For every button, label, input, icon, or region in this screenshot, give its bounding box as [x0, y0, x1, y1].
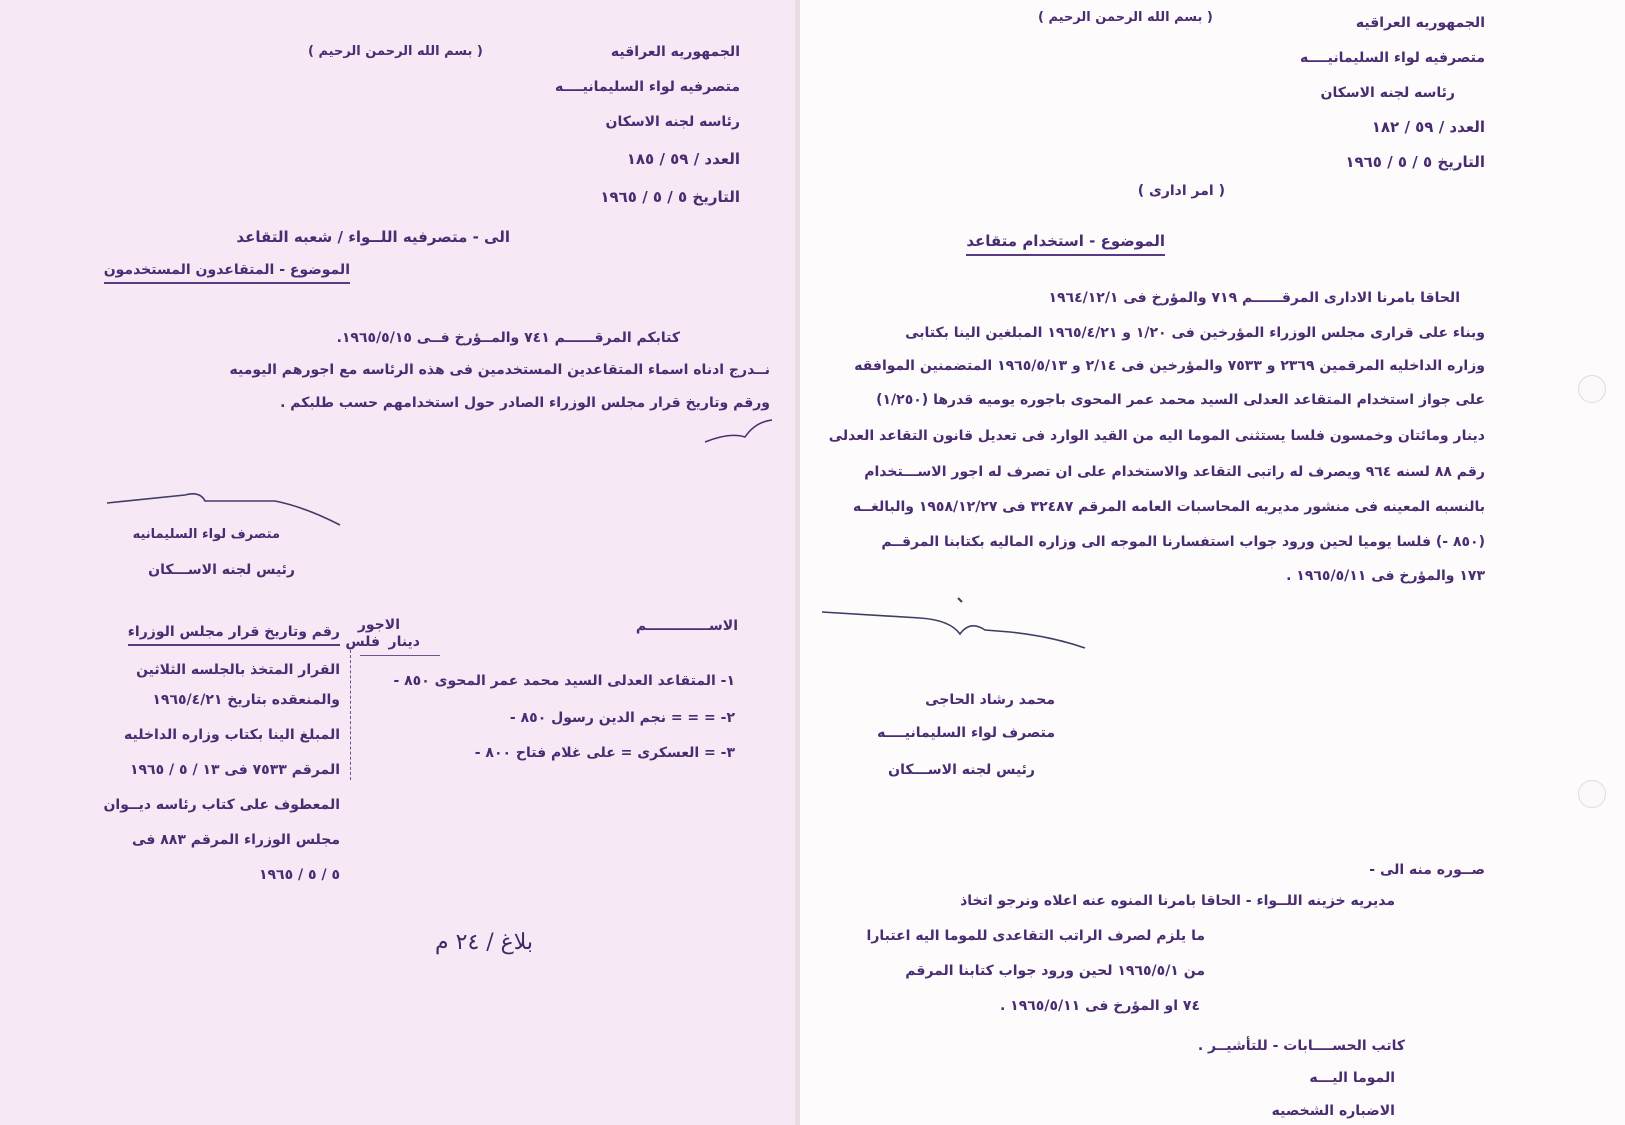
right-document [800, 0, 1625, 1125]
decision-line-6: مجلس الوزراء المرقم ٨٨٣ فى [132, 832, 340, 848]
decision-line-5: المعطوف على كتاب رئاسه ديــوان [103, 797, 340, 813]
copy-heading: صــوره منه الى - [1369, 862, 1485, 878]
signer-title: متصرف لواء السليمانيــــه [877, 725, 1055, 741]
decision-line-7: ٥ / ٥ / ١٩٦٥ [258, 867, 340, 883]
header-line-2: متصرفيه لواء السليمانيــــه [1300, 50, 1485, 66]
column-divider [350, 650, 351, 780]
recipient-3: الاضباره الشخصيه [1271, 1103, 1395, 1119]
signature-line-1: متصرف لواء السليمانيه [132, 527, 280, 542]
left-document [0, 0, 795, 1125]
header-fils: فلس [345, 634, 380, 650]
signature-line-2: رئيس لجنه الاســـكان [148, 562, 295, 578]
recipient-line: الى - متصرفيه اللــواء / شعبه التقاعد [236, 228, 510, 246]
document-number: العدد / ٥٩ / ١٨٥ [626, 150, 740, 168]
body-line-2: وبناء على قرارى مجلس الوزراء المؤرخين فى ١/٢٠ و ١٩٦٥/٤/٢١ المبلغين الينا بكتابى [905, 325, 1485, 341]
signature-stroke [820, 590, 1090, 655]
basmala: ( بسم الله الرحمن الرحيم ) [308, 44, 483, 59]
wages-underline [360, 655, 440, 656]
body-line-2: نــدرج ادناه اسماء المتقاعدين المستخدمين فى هذه الرئاسه مع اجورهم اليوميه [229, 362, 770, 378]
row-1: ١- المتقاعد العدلى السيد محمد عمر المحوى ٨٥٠ - [393, 673, 735, 689]
subject-line: الموضوع - استخدام متقاعد [966, 232, 1165, 256]
body-line-9: ١٧٣ والمؤرخ فى ١٩٦٥/٥/١١ . [1286, 568, 1485, 584]
subject-line: الموضوع - المتقاعدون المستخدمون [104, 262, 350, 284]
copy-line-3: من ١٩٦٥/٥/١ لحين ورود جواب كتابنا المرقم [905, 963, 1205, 979]
body-line-8: (٨٥٠ -) فلسا يوميا لحين ورود جواب استفسارنا الموجه الى وزاره الماليه بكتابنا المرقــم [881, 534, 1485, 550]
decision-line-4: المرقم ٧٥٣٣ فى ١٣ / ٥ / ١٩٦٥ [129, 762, 340, 778]
basmala: ( بسم الله الرحمن الرحيم ) [1038, 10, 1213, 25]
copy-line-4: ٧٤ او المؤرخ فى ١٩٦٥/٥/١١ . [999, 998, 1200, 1014]
document-number: العدد / ٥٩ / ١٨٢ [1371, 118, 1485, 136]
header-decision: رقم وتاريخ قرار مجلس الوزراء [128, 624, 340, 646]
copy-line-2: ما يلزم لصرف الراتب التقاعدى للموما اليه اعتبارا [866, 928, 1205, 944]
recipient-1: كاتب الحســــابات - للتأشيــر . [1197, 1038, 1405, 1054]
header-names: الاســـــــــــــم [635, 618, 738, 634]
document-date: التاريخ ٥ / ٥ / ١٩٦٥ [600, 188, 740, 206]
signer-name: محمد رشاد الحاجى [925, 692, 1055, 708]
header-line-3: رئاسه لجنه الاسكان [605, 114, 740, 130]
handwritten-note: بلاغ / ٢٤ م [435, 930, 534, 955]
copy-line-1: مديريه خزينه اللــواء - الحاقا بامرنا المنوه عنه اعلاه ونرجو اتخاذ [960, 893, 1395, 909]
order-type: ( امر ادارى ) [1137, 183, 1225, 199]
body-line-3: ورقم وتاريخ قرار مجلس الوزراء الصادر حول استخدامهم حسب طلبكم . [280, 395, 770, 411]
signer-committee: رئيس لجنه الاســـكان [888, 762, 1035, 778]
decision-line-2: والمنعقده بتاريخ ١٩٦٥/٤/٢١ [152, 692, 340, 708]
body-line-6: رقم ٨٨ لسنه ٩٦٤ ويصرف له راتبى التقاعد والاستخدام على ان تصرف له اجور الاســـتخدام [864, 464, 1485, 480]
document-date: التاريخ ٥ / ٥ / ١٩٦٥ [1345, 153, 1485, 171]
header-line-3: رئاسه لجنه الاسكان [1320, 85, 1455, 101]
header-line-1: الجمهوريه العراقيه [1355, 15, 1485, 31]
row-3: ٣- = العسكرى = على غلام فتاح ٨٠٠ - [474, 745, 735, 761]
punch-hole-top [1578, 375, 1606, 403]
body-line-1: كتابكم المرقــــــم ٧٤١ والمــؤرخ فــى ١٩٦٥/٥/١٥. [336, 330, 680, 346]
body-line-3: وزاره الداخليه المرقمين ٢٣٦٩ و ٧٥٣٣ والمؤرخين فى ٢/١٤ و ١٩٦٥/٥/١٣ المتضمنين الموافقه [854, 358, 1485, 374]
decision-line-3: المبلغ الينا بكتاب وزاره الداخليه [124, 727, 340, 743]
row-2: ٢- = = = نجم الدين رسول ٨٥٠ - [509, 710, 735, 726]
body-line-5: دينار ومائتان وخمسون فلسا يستثنى الموما اليه من القيد الوارد فى تعديل قانون التقاعد العدلى [828, 428, 1485, 444]
header-line-1: الجمهوريه العراقيه [610, 44, 740, 60]
initials-mark [700, 412, 780, 452]
recipient-2: الموما اليـــه [1309, 1070, 1395, 1086]
punch-hole-bottom [1578, 780, 1606, 808]
header-line-2: متصرفيه لواء السليمانيــــه [555, 79, 740, 95]
body-line-7: بالنسبه المعينه فى منشور مديريه المحاسبات العامه المرقم ٣٢٤٨٧ فى ١٩٥٨/١٢/٢٧ والبالغــه [853, 499, 1485, 515]
decision-line-1: القرار المتخذ بالجلسه الثلاثين [136, 662, 340, 678]
header-wages: الاجور [357, 617, 400, 633]
body-line-4: على جواز استخدام المتقاعد العدلى السيد محمد عمر المحوى باجوره يوميه قدرها (١/٢٥٠) [876, 392, 1485, 408]
body-line-1: الحاقا بامرنا الادارى المرقــــــم ٧١٩ والمؤرخ فى ١٩٦٤/١٢/١ [1048, 290, 1460, 306]
header-dinar: دينار [388, 634, 420, 650]
